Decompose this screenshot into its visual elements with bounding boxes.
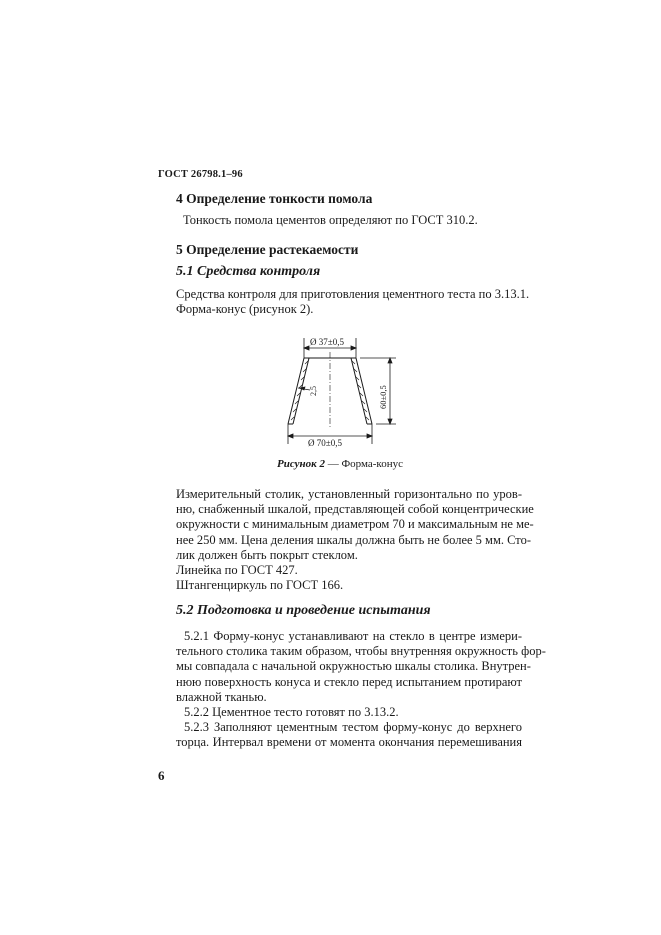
- document-id: ГОСТ 26798.1–96: [158, 169, 243, 180]
- figure-caption-text: — Форма-конус: [324, 458, 403, 470]
- ruler-line: Линейка по ГОСТ 427.: [176, 563, 298, 577]
- cone-mould-drawing: [270, 328, 410, 453]
- paragraph-line: влажной тканью.: [176, 689, 267, 704]
- paragraph-5-2-2: 5.2.2 Цементное тесто готовят по 3.13.2.: [184, 705, 399, 719]
- subsection-5-2-heading: 5.2 Подготовка и проведение испытания: [176, 603, 431, 618]
- section-4-heading: 4 Определение тонкости помола: [176, 191, 373, 206]
- top-diameter-label: Ø 37±0,5: [310, 337, 344, 347]
- paragraph-5-2-3: [176, 720, 522, 750]
- paragraph-line: лик должен быть покрыт стеклом.: [176, 547, 358, 562]
- caliper-line: Штангенциркуль по ГОСТ 166.: [176, 578, 344, 592]
- paragraph-line: нее 250 мм. Цена деления шкалы должна быть не более 5 мм. Сто-: [176, 532, 531, 547]
- bottom-diameter-label: Ø 70±0,5: [308, 438, 342, 448]
- subsection-5-1-heading: 5.1 Средства контроля: [176, 264, 321, 279]
- measuring-table-paragraph: [176, 487, 534, 563]
- tools-line-2: Форма-конус (рисунок 2).: [176, 302, 314, 316]
- paragraph-5-2-1: [176, 629, 546, 705]
- figure-caption: [277, 458, 403, 470]
- paragraph-line: торца. Интервал времени от момента окончания перемешивания: [176, 735, 522, 750]
- paragraph-line: 5.2.3 Заполняют цементным тестом форму-конус до верхнего: [184, 720, 522, 734]
- paragraph-line: нюю поверхность конуса и стекло перед испытанием протирают: [176, 674, 522, 689]
- paragraph-line: окружности с минимальным диаметром 70 и максимальным не ме-: [176, 517, 534, 532]
- paragraph-line: ню, снабженный шкалой, представляющей собой концентрические: [176, 502, 534, 517]
- figure-caption-label: Рисунок 2: [277, 458, 325, 470]
- paragraph-line: мы совпадала с начальной окружностью шкалы столика. Внутрен-: [176, 659, 531, 674]
- section-4-text: Тонкость помола цементов определяют по ГОСТ 310.2.: [183, 213, 478, 227]
- tools-line-1: Средства контроля для приготовления цементного теста по 3.13.1.: [176, 287, 530, 301]
- section-5-heading: 5 Определение растекаемости: [176, 242, 359, 257]
- paragraph-line: Измерительный столик, установленный горизонтально по уров-: [176, 487, 522, 501]
- paragraph-line: 5.2.1 Форму-конус устанавливают на стекло в центре измери-: [184, 629, 522, 643]
- wall-thickness-label: 2,5: [309, 386, 318, 396]
- paragraph-line: тельного столика таким образом, чтобы внутренняя окружность фор-: [176, 644, 546, 659]
- page-number: 6: [158, 768, 165, 783]
- height-label: 60±0,5: [378, 385, 388, 409]
